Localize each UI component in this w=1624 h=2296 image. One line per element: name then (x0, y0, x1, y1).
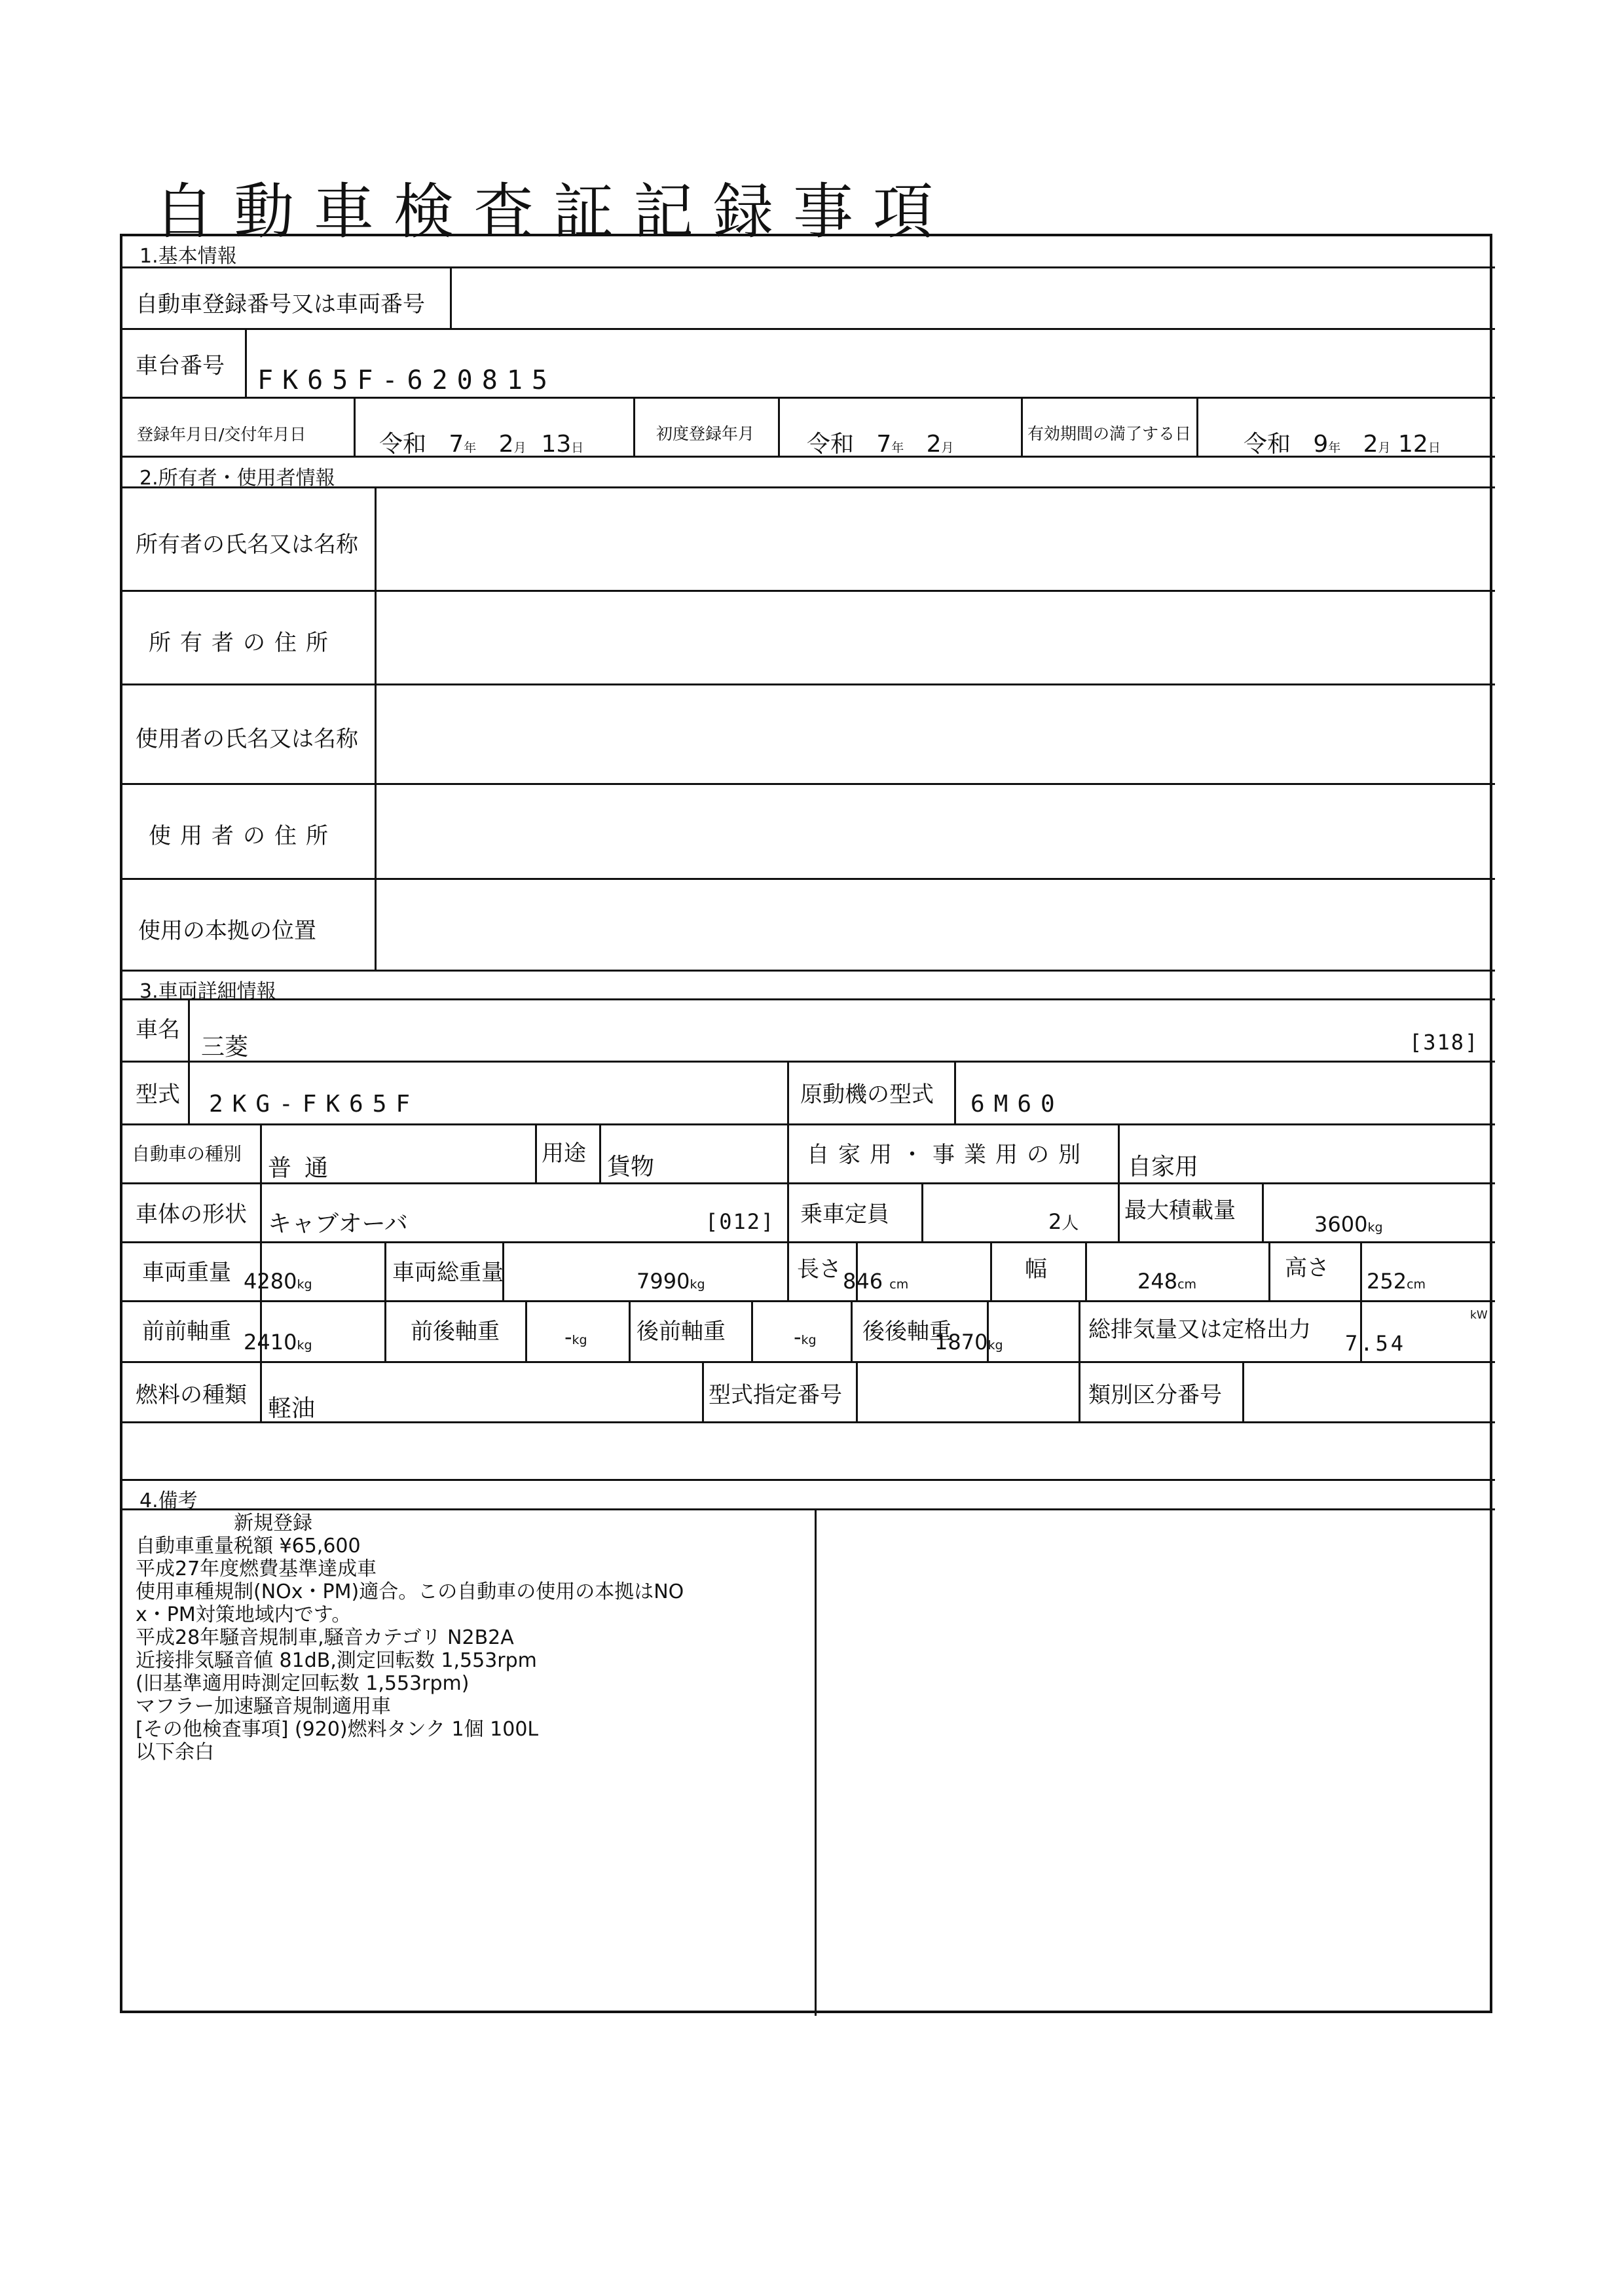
remark-line: x・PM対策地域内です。 (136, 1603, 352, 1626)
vehicle-weight-label: 車両重量 (142, 1260, 231, 1286)
use-value: 貨物 (607, 1154, 655, 1180)
fr-axle-label: 前後軸重 (411, 1319, 500, 1345)
height-value: 252cm (1367, 1269, 1426, 1294)
vehicle-kind-value: 普通 (268, 1155, 342, 1182)
private-business-label: 自家用・事業用の別 (807, 1142, 1090, 1168)
vehicle-kind-label: 自動車の種別 (132, 1143, 242, 1165)
private-business-value: 自家用 (1128, 1154, 1199, 1180)
user-name-label: 使用者の氏名又は名称 (136, 726, 358, 752)
chassis-label: 車台番号 (136, 353, 225, 379)
body-shape-label: 車体の形状 (136, 1201, 247, 1228)
rr-axle-label: 後後軸重 (862, 1319, 951, 1345)
remark-line: [その他検査事項] (920)燃料タンク 1個 100L (136, 1718, 539, 1741)
remark-line: 新規登録 (234, 1512, 312, 1535)
first-reg-label: 初度登録年月 (656, 424, 755, 443)
ff-axle-label: 前前軸重 (142, 1319, 231, 1345)
displacement-unit: kW (1470, 1309, 1488, 1322)
vehicle-name-value: 三菱 (201, 1034, 249, 1061)
fr-axle-value: -kg (564, 1324, 587, 1349)
first-reg-value: 令和 7年 2月 (807, 431, 954, 458)
ff-axle-value: 2410kg (244, 1330, 312, 1355)
remark-line: 自動車重量税額 ¥65,600 (136, 1535, 361, 1558)
max-load-label: 最大積載量 (1124, 1197, 1236, 1224)
gross-weight-value: 7990kg (637, 1269, 705, 1294)
length-label: 長さ (797, 1256, 841, 1283)
reg-number-label: 自動車登録番号又は車両番号 (136, 291, 425, 318)
vehicle-name-label: 車名 (136, 1017, 180, 1043)
remark-line: 平成28年騒音規制車,騒音カテゴリ N2B2A (136, 1626, 514, 1649)
remark-line: 以下余白 (136, 1741, 214, 1764)
engine-model-value: 6M60 (970, 1091, 1064, 1118)
section-remarks: 4.備考 (139, 1489, 198, 1512)
remark-line: マフラー加速騒音規制適用車 (136, 1695, 391, 1718)
base-location-label: 使用の本拠の位置 (138, 918, 316, 944)
remark-line: (旧基準適用時測定回転数 1,553rpm) (136, 1672, 470, 1695)
page-title: 自動車検査証記録事項 (154, 177, 953, 247)
remark-line: 平成27年度燃費基準達成車 (136, 1558, 377, 1580)
issue-date-label: 登録年月日/交付年月日 (137, 425, 306, 444)
height-label: 高さ (1285, 1255, 1329, 1281)
expiry-label: 有効期間の満了する日 (1027, 424, 1192, 443)
fuel-label: 燃料の種類 (136, 1382, 247, 1408)
displacement-label: 総排気量又は定格出力 (1088, 1317, 1311, 1343)
section-owner-info: 2.所有者・使用者情報 (139, 467, 335, 490)
model-label: 型式 (136, 1082, 180, 1108)
rf-axle-label: 後前軸重 (637, 1319, 726, 1345)
remark-line: 近接排気騒音値 81dB,測定回転数 1,553rpm (136, 1649, 537, 1672)
displacement-value: 7.54 (1345, 1331, 1407, 1356)
model-value: 2KG-FK65F (209, 1091, 420, 1118)
vehicle-name-code: [318] (1409, 1030, 1479, 1055)
use-label: 用途 (542, 1140, 586, 1167)
remarks-text (136, 1512, 928, 1764)
remark-line: 使用車種規制(NOx・PM)適合。この自動車の使用の本拠はNO (136, 1580, 684, 1603)
engine-model-label: 原動機の型式 (800, 1082, 934, 1108)
inspection-form (120, 234, 1492, 2013)
issue-date-value: 令和 7年 2月 13日 (379, 431, 584, 458)
capacity-label: 乗車定員 (800, 1201, 889, 1228)
chassis-value: FK65F-620815 (257, 365, 557, 395)
type-designation-label: 型式指定番号 (709, 1382, 842, 1408)
rf-axle-value: -kg (794, 1324, 817, 1349)
length-value: 846 cm (843, 1269, 909, 1294)
capacity-value: 2人 (1048, 1209, 1079, 1234)
owner-name-label: 所有者の氏名又は名称 (136, 532, 358, 558)
fuel-value: 軽油 (268, 1395, 316, 1422)
section-vehicle-detail: 3.車両詳細情報 (139, 980, 276, 1003)
body-shape-value: キャブオーバ (268, 1211, 408, 1237)
width-value: 248cm (1137, 1269, 1197, 1294)
width-label: 幅 (1025, 1256, 1047, 1283)
rr-axle-value: 1870kg (934, 1330, 1003, 1355)
expiry-value: 令和 9年 2月 12日 (1244, 431, 1441, 458)
gross-weight-label: 車両総重量 (392, 1260, 504, 1286)
owner-address-label: 所有者の住所 (149, 630, 337, 656)
body-shape-code: [012] (705, 1209, 775, 1234)
max-load-value: 3600kg (1314, 1212, 1383, 1237)
user-address-label: 使用者の住所 (149, 823, 337, 849)
vehicle-weight-value: 4280kg (244, 1269, 312, 1294)
section-basic-info: 1.基本情報 (139, 245, 237, 268)
category-label: 類別区分番号 (1088, 1382, 1222, 1408)
